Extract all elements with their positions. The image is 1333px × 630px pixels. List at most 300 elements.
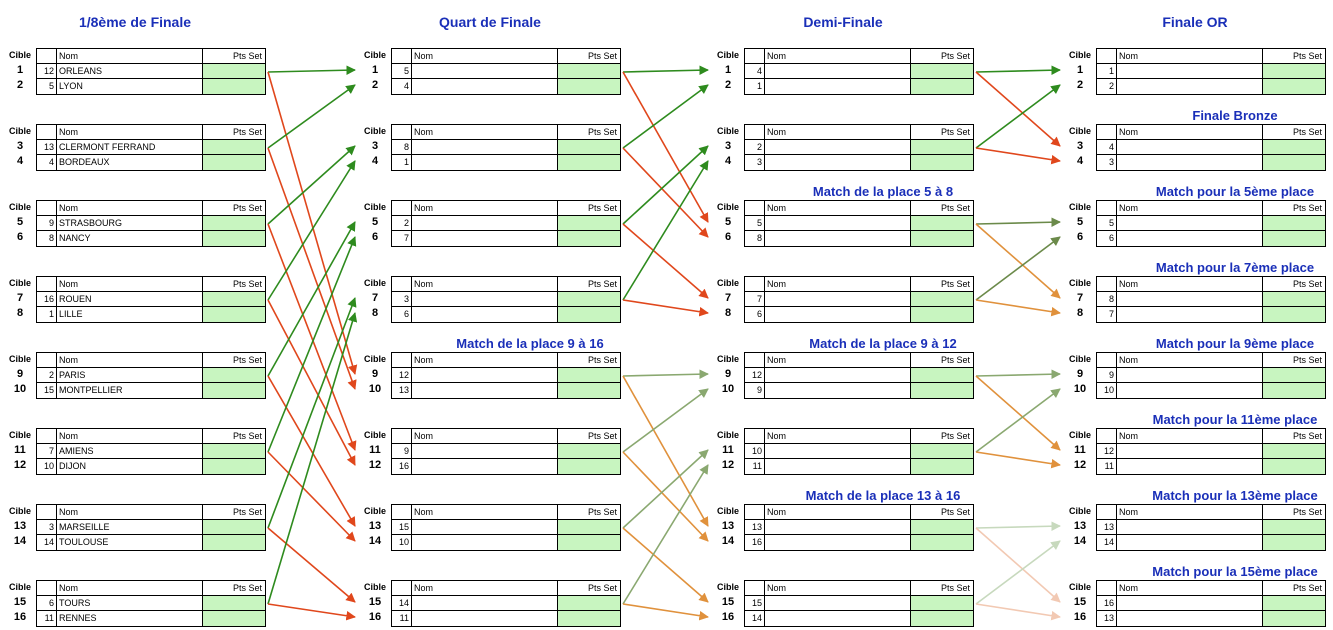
target-number: 6 (1076, 231, 1084, 243)
score-input[interactable] (911, 292, 973, 306)
section-title: Match de la place 5 à 8 (812, 184, 954, 199)
table-row (37, 535, 265, 550)
team-name-cell[interactable] (1117, 216, 1263, 230)
score-input[interactable] (203, 79, 265, 94)
cible-header: Cible (1068, 202, 1091, 212)
team-name-cell[interactable] (765, 459, 911, 474)
target-number: 14 (368, 535, 382, 547)
score-input[interactable] (911, 64, 973, 78)
match-grid (1096, 428, 1326, 475)
score-input[interactable] (911, 140, 973, 154)
cible-header: Cible (1068, 582, 1091, 592)
team-name-cell[interactable] (765, 444, 911, 458)
match-grid (1096, 504, 1326, 551)
target-number: 9 (1076, 368, 1084, 380)
points-header: Pts Set (587, 127, 617, 137)
team-name-cell[interactable]: MARSEILLE (57, 520, 203, 534)
seed-cell: 16 (37, 292, 57, 306)
seed-header (392, 277, 412, 291)
table-row (37, 216, 265, 231)
team-name-cell[interactable]: ROUEN (57, 292, 203, 306)
team-name-cell[interactable] (412, 611, 558, 626)
match-block (0, 352, 320, 402)
seed-header (392, 581, 412, 595)
table-row (745, 535, 973, 550)
score-input[interactable] (1263, 368, 1325, 382)
target-number: 15 (368, 596, 382, 608)
score-input[interactable] (1263, 216, 1325, 230)
seed-cell: 4 (1097, 140, 1117, 154)
team-name-cell[interactable]: TOURS (57, 596, 203, 610)
team-name-cell[interactable] (765, 231, 911, 246)
target-number: 16 (368, 611, 382, 623)
seed-cell: 12 (1097, 444, 1117, 458)
points-header: Pts Set (1292, 507, 1322, 517)
score-input[interactable] (1263, 79, 1325, 94)
team-name-cell[interactable]: MONTPELLIER (57, 383, 203, 398)
seed-cell: 7 (745, 292, 765, 306)
score-input[interactable] (558, 520, 620, 534)
target-number: 10 (13, 383, 27, 395)
seed-cell: 5 (1097, 216, 1117, 230)
section-title: Match pour la 15ème place (1152, 564, 1318, 579)
score-input[interactable] (1263, 140, 1325, 154)
cible-header: Cible (716, 50, 739, 60)
team-name-cell[interactable] (412, 368, 558, 382)
match-block (355, 504, 675, 554)
table-row (37, 79, 265, 94)
team-name-cell[interactable] (412, 535, 558, 550)
target-number: 14 (721, 535, 735, 547)
seed-header (1097, 505, 1117, 519)
match-grid (391, 124, 621, 171)
name-header: Nom (1117, 429, 1263, 443)
seed-cell: 13 (1097, 520, 1117, 534)
target-number: 4 (724, 155, 732, 167)
seed-cell: 3 (392, 292, 412, 306)
score-input[interactable] (1263, 535, 1325, 550)
team-name-cell[interactable] (412, 292, 558, 306)
seed-cell: 12 (37, 64, 57, 78)
match-grid (36, 48, 266, 95)
team-name-cell[interactable] (1117, 307, 1263, 322)
seed-header (1097, 201, 1117, 215)
match-grid (391, 504, 621, 551)
match-block (1060, 276, 1333, 326)
target-number: 13 (1073, 520, 1087, 532)
match-block (355, 580, 675, 630)
team-name-cell[interactable]: BORDEAUX (57, 155, 203, 170)
team-name-cell[interactable]: LYON (57, 79, 203, 94)
team-name-cell[interactable] (765, 155, 911, 170)
grid-header-row (1097, 277, 1325, 292)
team-name-cell[interactable] (412, 140, 558, 154)
team-name-cell[interactable] (765, 383, 911, 398)
score-input[interactable] (203, 596, 265, 610)
cible-header: Cible (716, 278, 739, 288)
score-input[interactable] (203, 444, 265, 458)
points-header: Pts Set (587, 355, 617, 365)
score-input[interactable] (1263, 459, 1325, 474)
seed-header (392, 125, 412, 139)
team-name-cell[interactable] (765, 292, 911, 306)
table-row (745, 155, 973, 170)
match-block (0, 428, 320, 478)
target-number: 3 (1076, 140, 1084, 152)
points-header: Pts Set (232, 507, 262, 517)
score-input[interactable] (911, 307, 973, 322)
score-input[interactable] (911, 520, 973, 534)
target-number: 4 (371, 155, 379, 167)
score-input[interactable] (558, 155, 620, 170)
team-name-cell[interactable] (1117, 459, 1263, 474)
points-header: Pts Set (232, 203, 262, 213)
score-input[interactable] (203, 611, 265, 626)
score-input[interactable] (558, 535, 620, 550)
cible-header: Cible (363, 202, 386, 212)
seed-cell: 8 (392, 140, 412, 154)
target-number: 5 (724, 216, 732, 228)
round-title: 1/8ème de Finale (78, 14, 192, 30)
score-input[interactable] (558, 368, 620, 382)
table-row (392, 596, 620, 611)
seed-cell: 5 (392, 64, 412, 78)
score-input[interactable] (1263, 444, 1325, 458)
seed-cell: 3 (745, 155, 765, 170)
team-name-cell[interactable]: DIJON (57, 459, 203, 474)
grid-header-row (1097, 201, 1325, 216)
cible-header: Cible (1068, 506, 1091, 516)
team-name-cell[interactable] (765, 140, 911, 154)
table-row (392, 231, 620, 246)
points-header: Pts Set (587, 51, 617, 61)
table-row (1097, 231, 1325, 246)
table-row (745, 596, 973, 611)
score-input[interactable] (203, 368, 265, 382)
score-input[interactable] (203, 140, 265, 154)
table-row (392, 383, 620, 398)
score-input[interactable] (911, 155, 973, 170)
table-row (745, 292, 973, 307)
team-name-cell[interactable] (1117, 292, 1263, 306)
team-name-cell[interactable]: CLERMONT FERRAND (57, 140, 203, 154)
team-name-cell[interactable] (412, 64, 558, 78)
team-name-cell[interactable]: RENNES (57, 611, 203, 626)
seed-cell: 9 (37, 216, 57, 230)
table-row (392, 64, 620, 79)
table-row (392, 79, 620, 94)
points-header: Pts Set (232, 51, 262, 61)
grid-header-row (37, 125, 265, 140)
points-header: Pts Set (232, 431, 262, 441)
name-header: Nom (57, 353, 203, 367)
seed-header (392, 201, 412, 215)
points-header: Pts Set (1292, 355, 1322, 365)
team-name-cell[interactable] (765, 79, 911, 94)
team-name-cell[interactable] (1117, 383, 1263, 398)
team-name-cell[interactable]: PARIS (57, 368, 203, 382)
seed-cell: 6 (745, 307, 765, 322)
table-row (745, 459, 973, 474)
seed-header (37, 277, 57, 291)
score-input[interactable] (558, 79, 620, 94)
team-name-cell[interactable] (765, 368, 911, 382)
match-block (1060, 48, 1333, 98)
score-input[interactable] (203, 64, 265, 78)
team-name-cell[interactable] (765, 216, 911, 230)
score-input[interactable] (203, 292, 265, 306)
score-input[interactable] (1263, 307, 1325, 322)
match-block (355, 200, 675, 250)
table-row (745, 307, 973, 322)
score-input[interactable] (203, 383, 265, 398)
table-row (1097, 459, 1325, 474)
team-name-cell[interactable] (412, 216, 558, 230)
score-input[interactable] (911, 216, 973, 230)
seed-cell: 8 (745, 231, 765, 246)
score-input[interactable] (1263, 611, 1325, 626)
name-header: Nom (57, 125, 203, 139)
grid-header-row (392, 49, 620, 64)
seed-cell: 1 (37, 307, 57, 322)
team-name-cell[interactable] (1117, 520, 1263, 534)
seed-header (745, 125, 765, 139)
target-number: 8 (371, 307, 379, 319)
team-name-cell[interactable] (1117, 444, 1263, 458)
team-name-cell[interactable] (412, 444, 558, 458)
section-title: Match pour la 11ème place (1152, 412, 1318, 427)
table-row (1097, 611, 1325, 626)
seed-cell: 11 (392, 611, 412, 626)
score-input[interactable] (1263, 155, 1325, 170)
table-row (1097, 368, 1325, 383)
team-name-cell[interactable] (1117, 140, 1263, 154)
match-block (1060, 124, 1333, 174)
cible-header: Cible (363, 430, 386, 440)
score-input[interactable] (911, 611, 973, 626)
team-name-cell[interactable] (765, 611, 911, 626)
section-title: Match pour la 7ème place (1155, 260, 1315, 275)
match-block (0, 276, 320, 326)
team-name-cell[interactable] (412, 520, 558, 534)
seed-header (745, 505, 765, 519)
team-name-cell[interactable] (1117, 155, 1263, 170)
match-grid (744, 48, 974, 95)
name-header: Nom (765, 353, 911, 367)
name-header: Nom (412, 353, 558, 367)
score-input[interactable] (203, 155, 265, 170)
target-number: 7 (1076, 292, 1084, 304)
seed-cell: 4 (392, 79, 412, 94)
score-input[interactable] (558, 459, 620, 474)
team-name-cell[interactable] (1117, 368, 1263, 382)
target-number: 6 (724, 231, 732, 243)
table-row (392, 140, 620, 155)
team-name-cell[interactable] (412, 383, 558, 398)
target-number: 12 (368, 459, 382, 471)
score-input[interactable] (203, 216, 265, 230)
score-input[interactable] (558, 292, 620, 306)
team-name-cell[interactable] (412, 596, 558, 610)
match-block (355, 428, 675, 478)
team-name-cell[interactable] (1117, 611, 1263, 626)
cible-header: Cible (8, 582, 31, 592)
cible-header: Cible (1068, 278, 1091, 288)
match-grid (391, 352, 621, 399)
match-grid (36, 276, 266, 323)
team-name-cell[interactable] (412, 155, 558, 170)
score-input[interactable] (1263, 292, 1325, 306)
seed-cell: 16 (1097, 596, 1117, 610)
cible-header: Cible (8, 506, 31, 516)
cible-header: Cible (1068, 354, 1091, 364)
target-number: 6 (371, 231, 379, 243)
seed-header (745, 49, 765, 63)
score-input[interactable] (558, 231, 620, 246)
team-name-cell[interactable] (765, 535, 911, 550)
team-name-cell[interactable]: STRASBOURG (57, 216, 203, 230)
score-input[interactable] (203, 231, 265, 246)
cible-header: Cible (716, 354, 739, 364)
match-grid (744, 124, 974, 171)
score-input[interactable] (558, 140, 620, 154)
seed-cell: 9 (1097, 368, 1117, 382)
score-input[interactable] (1263, 383, 1325, 398)
score-input[interactable] (911, 79, 973, 94)
team-name-cell[interactable] (412, 79, 558, 94)
score-input[interactable] (1263, 64, 1325, 78)
team-name-cell[interactable] (1117, 596, 1263, 610)
match-block (355, 276, 675, 326)
score-input[interactable] (911, 459, 973, 474)
target-number: 1 (16, 64, 24, 76)
team-name-cell[interactable] (1117, 79, 1263, 94)
target-number: 2 (16, 79, 24, 91)
score-input[interactable] (558, 216, 620, 230)
name-header: Nom (1117, 277, 1263, 291)
seed-cell: 11 (1097, 459, 1117, 474)
score-input[interactable] (911, 231, 973, 246)
score-input[interactable] (203, 307, 265, 322)
target-number: 8 (1076, 307, 1084, 319)
score-input[interactable] (203, 459, 265, 474)
team-name-cell[interactable]: AMIENS (57, 444, 203, 458)
score-input[interactable] (911, 596, 973, 610)
seed-cell: 11 (37, 611, 57, 626)
seed-header (1097, 353, 1117, 367)
match-block (708, 504, 1028, 554)
seed-cell: 13 (1097, 611, 1117, 626)
score-input[interactable] (1263, 520, 1325, 534)
score-input[interactable] (558, 307, 620, 322)
cible-header: Cible (716, 582, 739, 592)
score-input[interactable] (1263, 231, 1325, 246)
table-row (1097, 155, 1325, 170)
grid-header-row (1097, 125, 1325, 140)
team-name-cell[interactable]: LILLE (57, 307, 203, 322)
score-input[interactable] (911, 535, 973, 550)
table-row (392, 307, 620, 322)
name-header: Nom (412, 125, 558, 139)
name-header: Nom (57, 429, 203, 443)
target-number: 16 (1073, 611, 1087, 623)
table-row (745, 383, 973, 398)
table-row (1097, 79, 1325, 94)
match-block (708, 580, 1028, 630)
team-name-cell[interactable] (765, 520, 911, 534)
points-header: Pts Set (587, 583, 617, 593)
score-input[interactable] (203, 535, 265, 550)
team-name-cell[interactable] (412, 307, 558, 322)
score-input[interactable] (203, 520, 265, 534)
target-number: 13 (368, 520, 382, 532)
score-input[interactable] (558, 444, 620, 458)
name-header: Nom (412, 505, 558, 519)
round-column-1 (0, 0, 320, 621)
grid-header-row (37, 49, 265, 64)
score-input[interactable] (558, 64, 620, 78)
target-number: 2 (371, 79, 379, 91)
grid-header-row (1097, 49, 1325, 64)
match-block (0, 580, 320, 630)
match-block (1060, 200, 1333, 250)
table-row (1097, 292, 1325, 307)
score-input[interactable] (911, 368, 973, 382)
match-block (355, 352, 675, 402)
table-row (392, 459, 620, 474)
score-input[interactable] (911, 383, 973, 398)
seed-cell: 2 (745, 140, 765, 154)
grid-header-row (37, 505, 265, 520)
team-name-cell[interactable]: NANCY (57, 231, 203, 246)
score-input[interactable] (1263, 596, 1325, 610)
seed-header (1097, 277, 1117, 291)
match-grid (1096, 48, 1326, 95)
match-grid (36, 580, 266, 627)
seed-cell: 6 (392, 307, 412, 322)
table-row (1097, 383, 1325, 398)
name-header: Nom (57, 277, 203, 291)
seed-cell: 10 (37, 459, 57, 474)
score-input[interactable] (558, 611, 620, 626)
team-name-cell[interactable] (412, 459, 558, 474)
seed-cell: 1 (745, 79, 765, 94)
seed-cell: 13 (37, 140, 57, 154)
team-name-cell[interactable] (765, 64, 911, 78)
team-name-cell[interactable] (1117, 231, 1263, 246)
team-name-cell[interactable] (412, 231, 558, 246)
points-header: Pts Set (587, 507, 617, 517)
table-row (37, 459, 265, 474)
table-row (392, 535, 620, 550)
seed-cell: 15 (37, 383, 57, 398)
team-name-cell[interactable] (765, 596, 911, 610)
cible-header: Cible (8, 430, 31, 440)
team-name-cell[interactable]: TOULOUSE (57, 535, 203, 550)
score-input[interactable] (558, 383, 620, 398)
cible-header: Cible (8, 50, 31, 60)
score-input[interactable] (911, 444, 973, 458)
team-name-cell[interactable] (1117, 64, 1263, 78)
score-input[interactable] (558, 596, 620, 610)
name-header: Nom (57, 505, 203, 519)
team-name-cell[interactable] (1117, 535, 1263, 550)
grid-header-row (37, 277, 265, 292)
target-number: 3 (16, 140, 24, 152)
team-name-cell[interactable] (765, 307, 911, 322)
team-name-cell[interactable]: ORLEANS (57, 64, 203, 78)
seed-cell: 1 (392, 155, 412, 170)
